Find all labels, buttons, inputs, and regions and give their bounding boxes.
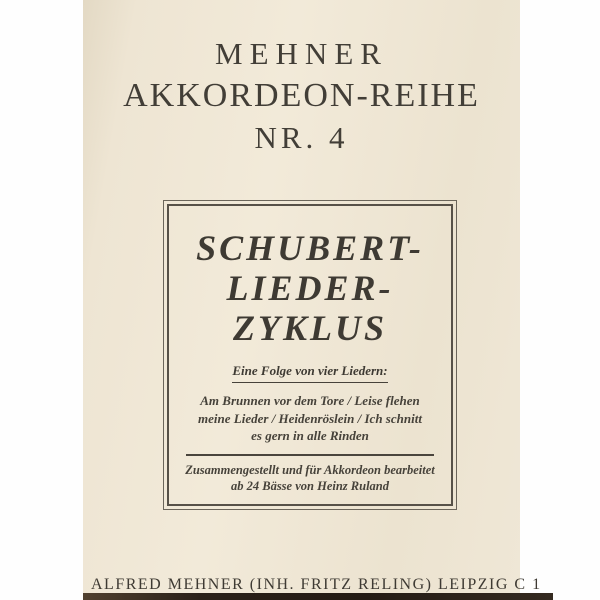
song-list-line-1: Am Brunnen vor dem Tore / Leise flehen bbox=[200, 393, 420, 408]
title-box-inner-rule bbox=[167, 204, 453, 506]
song-list bbox=[169, 392, 451, 445]
song-list-line-2: meine Lieder / Heidenröslein / Ich schnitt bbox=[198, 410, 422, 426]
sheet-music-cover-page bbox=[83, 0, 542, 600]
song-list-line-3: es gern in alle Rinden bbox=[251, 428, 369, 443]
subtitle-text: Eine Folge von vier Liedern: bbox=[232, 363, 387, 383]
title-box bbox=[163, 200, 457, 510]
work-title-line-2: LIEDER- bbox=[226, 268, 394, 308]
series-name-line: MEHNER bbox=[215, 36, 388, 71]
series-header bbox=[83, 33, 520, 159]
subtitle bbox=[169, 363, 451, 383]
publisher-imprint: ALFRED MEHNER (INH. FRITZ RELING) LEIPZIG C 1 bbox=[91, 576, 542, 593]
work-title-line-3: ZYKLUS bbox=[232, 308, 387, 348]
divider-rule bbox=[186, 454, 434, 456]
series-title-line: AKKORDEON-REIHE bbox=[123, 77, 480, 114]
series-number-line: NR. 4 bbox=[254, 120, 349, 155]
bottom-shadow-strip bbox=[83, 593, 553, 600]
arranger-credit-line-2: ab 24 Bässe von Heinz Ruland bbox=[230, 479, 389, 493]
work-title-line-1: SCHUBERT- bbox=[196, 228, 424, 268]
arranger-credit-line-1: Zusammengestellt und für Akkordeon bearbeitet bbox=[185, 462, 435, 477]
work-title bbox=[169, 228, 451, 348]
arranger-credit bbox=[169, 462, 451, 495]
